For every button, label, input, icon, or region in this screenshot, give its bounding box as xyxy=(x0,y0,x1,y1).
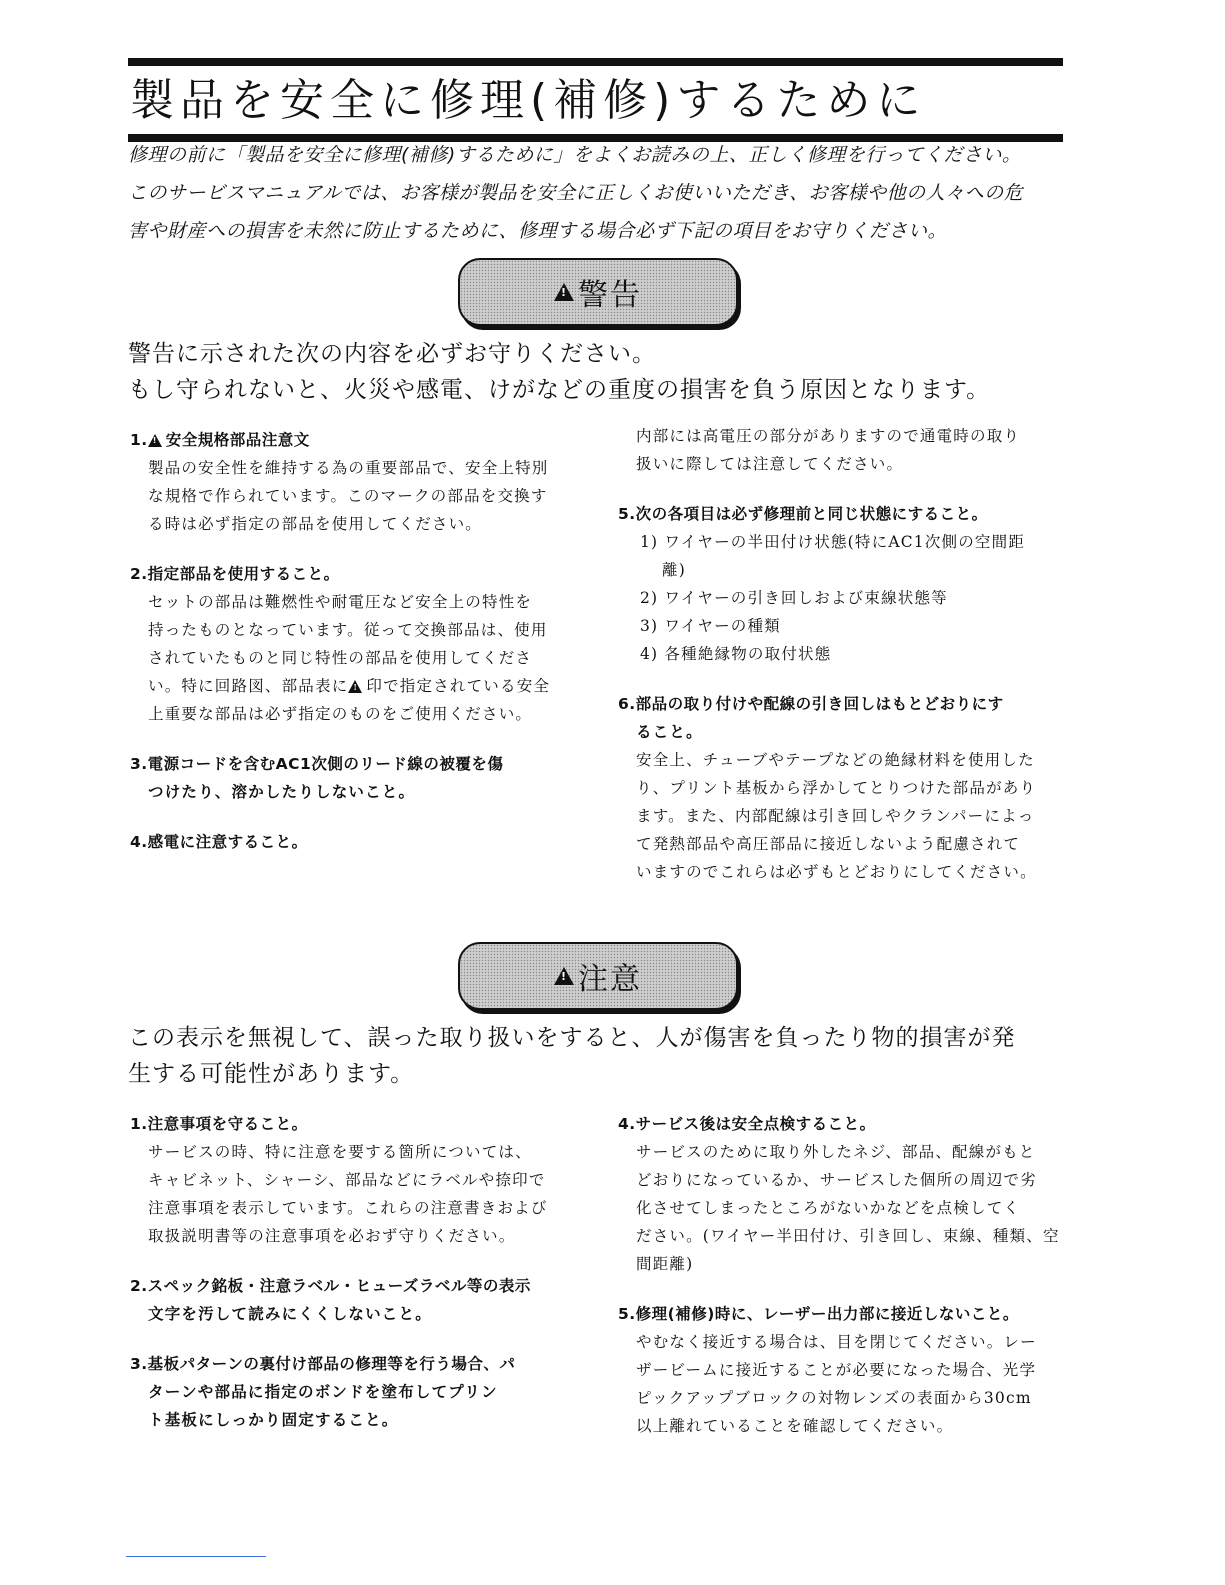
item-number: 1. xyxy=(130,431,148,449)
item-body-line: ザービームに接近することが必要になった場合、光学 xyxy=(636,1361,1037,1379)
item-body-line: 扱いに際しては注意してください。 xyxy=(636,455,904,473)
item-body xyxy=(130,778,590,806)
caution-lead-line: 生する可能性があります。 xyxy=(128,1061,415,1087)
item-body xyxy=(618,528,1068,668)
warning-item-4 xyxy=(130,828,590,856)
warning-lead-line: 警告に示された次の内容を必ずお守りください。 xyxy=(128,341,656,367)
item-body-line: 安全上、チューブやテープなどの絶縁材料を使用した xyxy=(636,751,1035,769)
item-heading: 2.指定部品を使用すること。 xyxy=(130,565,340,583)
item-body-line: り、プリント基板から浮かしてとりつけた部品があり xyxy=(636,779,1037,797)
caution-left-column xyxy=(130,1110,590,1456)
warning-item-2 xyxy=(130,560,590,728)
warning-triangle-icon xyxy=(554,967,574,985)
warning-right-column xyxy=(618,422,1068,908)
caution-item-3 xyxy=(130,1350,590,1434)
item-body-line: ト基板にしっかり固定すること。 xyxy=(148,1411,399,1429)
item-body-line: 内部には高電圧の部分がありますので通電時の取り xyxy=(636,427,1021,445)
item-body-line: 4) 各種絶縁物の取付状態 xyxy=(640,645,832,663)
item-heading-text: 安全規格部品注意文 xyxy=(165,431,310,449)
item-body-line: ます。また、内部配線は引き回しやクランパーによっ xyxy=(636,807,1035,825)
warning-triangle-icon xyxy=(148,434,162,447)
item-body xyxy=(130,588,590,728)
item-body-line: 以上離れていることを確認してください。 xyxy=(636,1417,954,1435)
item-body-line: 製品の安全性を維持する為の重要部品で、安全上特別 xyxy=(148,459,549,477)
item-body-line: 注意事項を表示しています。これらの注意書きおよび xyxy=(148,1199,548,1217)
warning-item-6 xyxy=(618,690,1068,886)
footer-rule xyxy=(126,1556,266,1557)
intro-paragraph xyxy=(128,136,1068,250)
warning-lead-line: もし守られないと、火災や感電、けがなどの重度の損害を負う原因となります。 xyxy=(128,377,991,403)
item-heading: 4.サービス後は安全点検すること。 xyxy=(618,1115,876,1133)
warning-badge xyxy=(458,258,738,326)
item-body-line: 1) ワイヤーの半田付け状態(特にAC1次側の空間距 xyxy=(640,533,1026,551)
warning-triangle-icon xyxy=(554,283,574,301)
item-body-line: ターンや部品に指定のボンドを塗布してプリン xyxy=(148,1383,498,1401)
warning-lead xyxy=(128,336,1068,408)
item-heading: 5.次の各項目は必ず修理前と同じ状態にすること。 xyxy=(618,505,988,523)
item-heading: 3.電源コードを含むAC1次側のリード線の被覆を傷 xyxy=(130,755,504,773)
item-body-line: 取扱説明書等の注意事項を必おず守りください。 xyxy=(148,1227,516,1245)
item-body-line: キャビネット、シャーシ、部品などにラベルや捺印で xyxy=(148,1171,546,1189)
item-body xyxy=(618,1328,1068,1440)
caution-item-5 xyxy=(618,1300,1068,1440)
item-heading: 4.感電に注意すること。 xyxy=(130,833,308,851)
warning-item-5 xyxy=(618,500,1068,668)
item-body xyxy=(130,1138,590,1250)
item-heading: 1.注意事項を守ること。 xyxy=(130,1115,308,1133)
item-heading: 2.スペック銘板・注意ラベル・ヒューズラベル等の表示 xyxy=(130,1277,531,1295)
item-body-line: な規格で作られています。このマークの部品を交換す xyxy=(148,487,548,505)
warning-item-3 xyxy=(130,750,590,806)
item-body-line: 間距離) xyxy=(636,1255,694,1273)
caution-item-4 xyxy=(618,1110,1068,1278)
item-body-line: ること。 xyxy=(636,723,703,741)
item-heading: 5.修理(補修)時に、レーザー出力部に接近しないこと。 xyxy=(618,1305,1019,1323)
item-body-line: 文字を汚して読みにくくしないこと。 xyxy=(148,1305,432,1323)
warning-triangle-icon xyxy=(348,680,362,693)
caution-badge-label: 注意 xyxy=(578,962,642,997)
caution-right-column xyxy=(618,1110,1068,1462)
item-body-line: い。特に回路図、部品表に! 印で指定されている安全 xyxy=(148,672,590,700)
item-body-line: つけたり、溶かしたりしないこと。 xyxy=(148,783,416,801)
item-body-line: ピックアップブロックの対物レンズの表面から30cm xyxy=(636,1389,1032,1407)
item-body-line: 3) ワイヤーの種類 xyxy=(640,617,781,635)
item-body-line: る時は必ず指定の部品を使用してください。 xyxy=(148,515,483,533)
item-body-line: セットの部品は難燃性や耐電圧など安全上の特性を xyxy=(148,593,533,611)
item-body xyxy=(618,422,1068,478)
item-body xyxy=(130,1378,590,1434)
caution-item-1 xyxy=(130,1110,590,1250)
item-body xyxy=(618,1138,1068,1278)
item-body xyxy=(618,718,1068,886)
item-body-line: 化させてしまったところがないかなどを点検してく xyxy=(636,1199,1021,1217)
warning-badge-label: 警告 xyxy=(578,278,642,313)
warning-item-continued xyxy=(618,422,1068,478)
item-body-line: やむなく接近する場合は、目を閉じてください。レー xyxy=(636,1333,1037,1351)
intro-line: 修理の前に「製品を安全に修理(補修)するために」をよくお読みの上、正しく修理を行ってください。 xyxy=(128,144,1022,166)
item-heading: 3.基板パターンの裏付け部品の修理等を行う場合、パ xyxy=(130,1355,516,1373)
item-body-line: ださい。(ワイヤー半田付け、引き回し、束線、種類、空 xyxy=(636,1227,1060,1245)
caution-lead-line: この表示を無視して、誤った取り扱いをすると、人が傷害を負ったり物的損害が発 xyxy=(128,1025,1016,1051)
intro-line: このサービスマニュアルでは、お客様が製品を安全に正しくお使いいただき、お客様や他の人々への危 xyxy=(128,182,1024,204)
item-body-line: サービスのために取り外したネジ、部品、配線がもと xyxy=(636,1143,1036,1161)
caution-lead xyxy=(128,1020,1068,1092)
item-body-line: 上重要な部品は必ず指定のものをご使用ください。 xyxy=(148,705,533,723)
item-body-line: 持ったものとなっています。従って交換部品は、使用 xyxy=(148,621,548,639)
item-body-line: されていたものと同じ特性の部品を使用してくださ xyxy=(148,649,533,667)
caution-badge xyxy=(458,942,738,1010)
page-title: 製品を安全に修理(補修)するために xyxy=(128,58,1063,142)
item-body-line: て発熱部品や高圧部品に接近しないよう配慮されて xyxy=(636,835,1021,853)
item-heading xyxy=(130,426,590,454)
item-body-line: 2) ワイヤーの引き回しおよび束線状態等 xyxy=(640,589,948,607)
item-heading: 6.部品の取り付けや配線の引き回しはもとどおりにす xyxy=(618,695,1004,713)
item-body xyxy=(130,454,590,538)
item-body xyxy=(130,1300,590,1328)
intro-line: 害や財産への損害を未然に防止するために、修理する場合必ず下記の項目をお守りください。 xyxy=(128,220,948,242)
caution-item-2 xyxy=(130,1272,590,1328)
item-body-line: いますのでこれらは必ずもとどおりにしてください。 xyxy=(636,863,1037,881)
item-body-line: サービスの時、特に注意を要する箇所については、 xyxy=(148,1143,532,1161)
item-body-line: 離) xyxy=(662,561,686,579)
warning-item-1 xyxy=(130,426,590,538)
item-body-line: どおりになっているか、サービスした個所の周辺で劣 xyxy=(636,1171,1037,1189)
warning-left-column xyxy=(130,426,590,878)
